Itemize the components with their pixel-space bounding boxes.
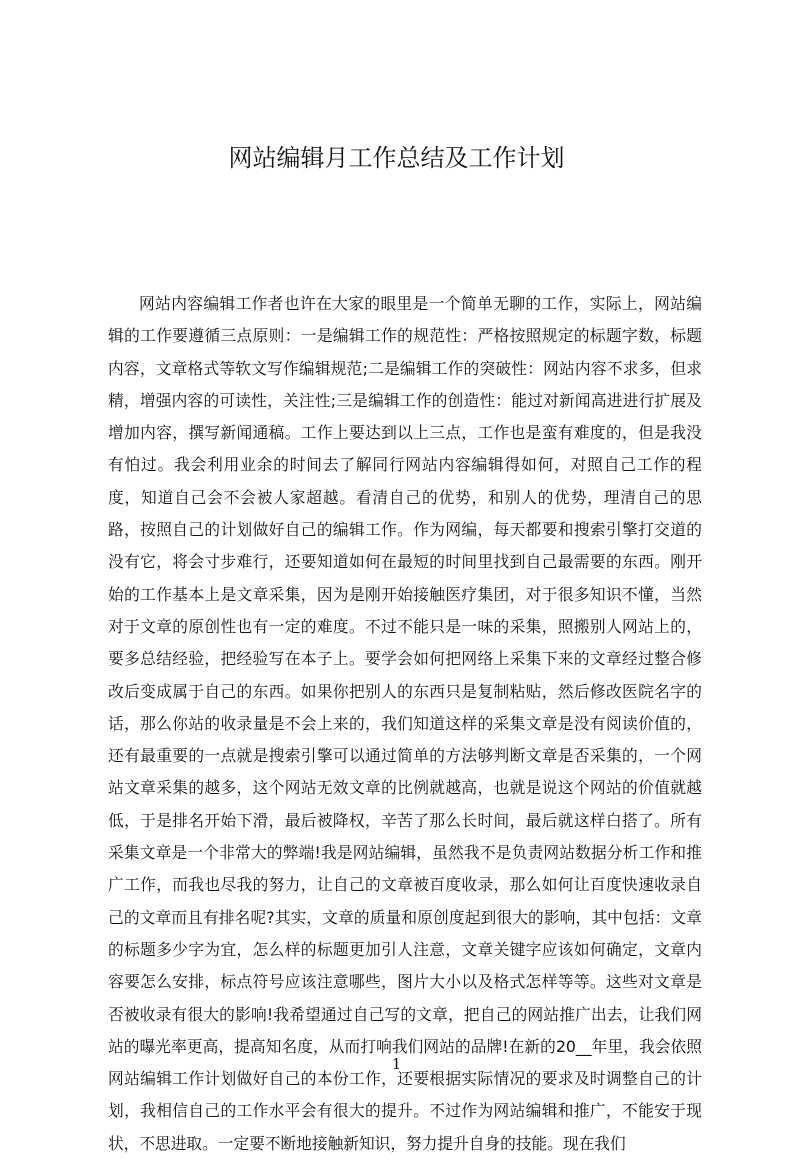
page-title: 网站编辑月工作总结及工作计划: [228, 144, 565, 172]
body-paragraph: 网站内容编辑工作者也许在大家的眼里是一个简单无聊的工作，实际上，网站编辑的工作要遵循三点原则：一是编辑工作的规范性：严格按照规定的标题字数，标题内容，文章格式等软文写作编辑规范;二是编辑工作的突破性：网站内容不求多，但求精，增强内容的可读性，关注性;三是编辑工作的创造性：能过对新闻高进进行扩展及增加内容，撰写新闻通稿。工作上要达到以上三点，工作也是蛮有难度的，但是我没有怕过。我会利用业余的时间去了解同行网站内容编辑得如何，对照自己工作的程度，知道自己会不会被人家超越。看清自己的优势，和别人的优势，理清自己的思路，按照自己的计划做好自己的编辑工作。作为网编，每天都要和搜索引擎打交道的没有它，将会寸步难行，还要知道如何在最短的时间里找到自己最需要的东西。刚开始的工作基本上是文章采集，因为是刚开始接触医疗集团，对于很多知识不懂，当然对于文章的原创性也有一定的难度。不过不能只是一味的采集，照搬别人网站上的，要多总结经验，把经验写在本子上。要学会如何把网络上采集下来的文章经过整合修改后变成属于自己的东西。如果你把别人的东西只是复制粘贴，然后修改医院名字的话，那么你站的收录量是不会上来的，我们知道这样的采集文章是没有阅读价值的，还有最重要的一点就是搜索引擎可以通过简单的方法够判断文章是否采集的，一个网站文章采集的越多，这个网站无效文章的比例就越高，也就是说这个网站的价值就越低，于是排名开始下滑，最后被降权，辛苦了那么长时间，最后就这样白搭了。所有采集文章是一个非常大的弊端!我是网站编辑，虽然我不是负责网站数据分析工作和推广工作，而我也尽我的努力，让自己的文章被百度收录，那么如何让百度快速收录自己的文章而且有排名呢?其实，文章的质量和原创度起到很大的影响，其中包括：文章的标题多少字为宜，怎么样的标题更加引人注意，文章关键字应该如何确定，文章内容要怎么安排，标点符号应该注意哪些，图片大小以及格式怎样等等。这些对文章是否被收录有很大的影响!我希望通过自己写的文章，把自己的网站推广出去，让我们网站的曝光率更高，提高知名度，从而打响我们网站的品牌!在新的20__年里，我会依照网站编辑工作计划做好自己的本份工作，还要根据实际情况的要求及时调整自己的计划，我相信自己的工作水平会有很大的提升。不过作为网站编辑和推广，不能安于现状，不思进取。一定要不断地接触新知识，努力提升自身的技能。现在我们: [108, 294, 702, 1153]
page-number: 1: [391, 1055, 402, 1073]
